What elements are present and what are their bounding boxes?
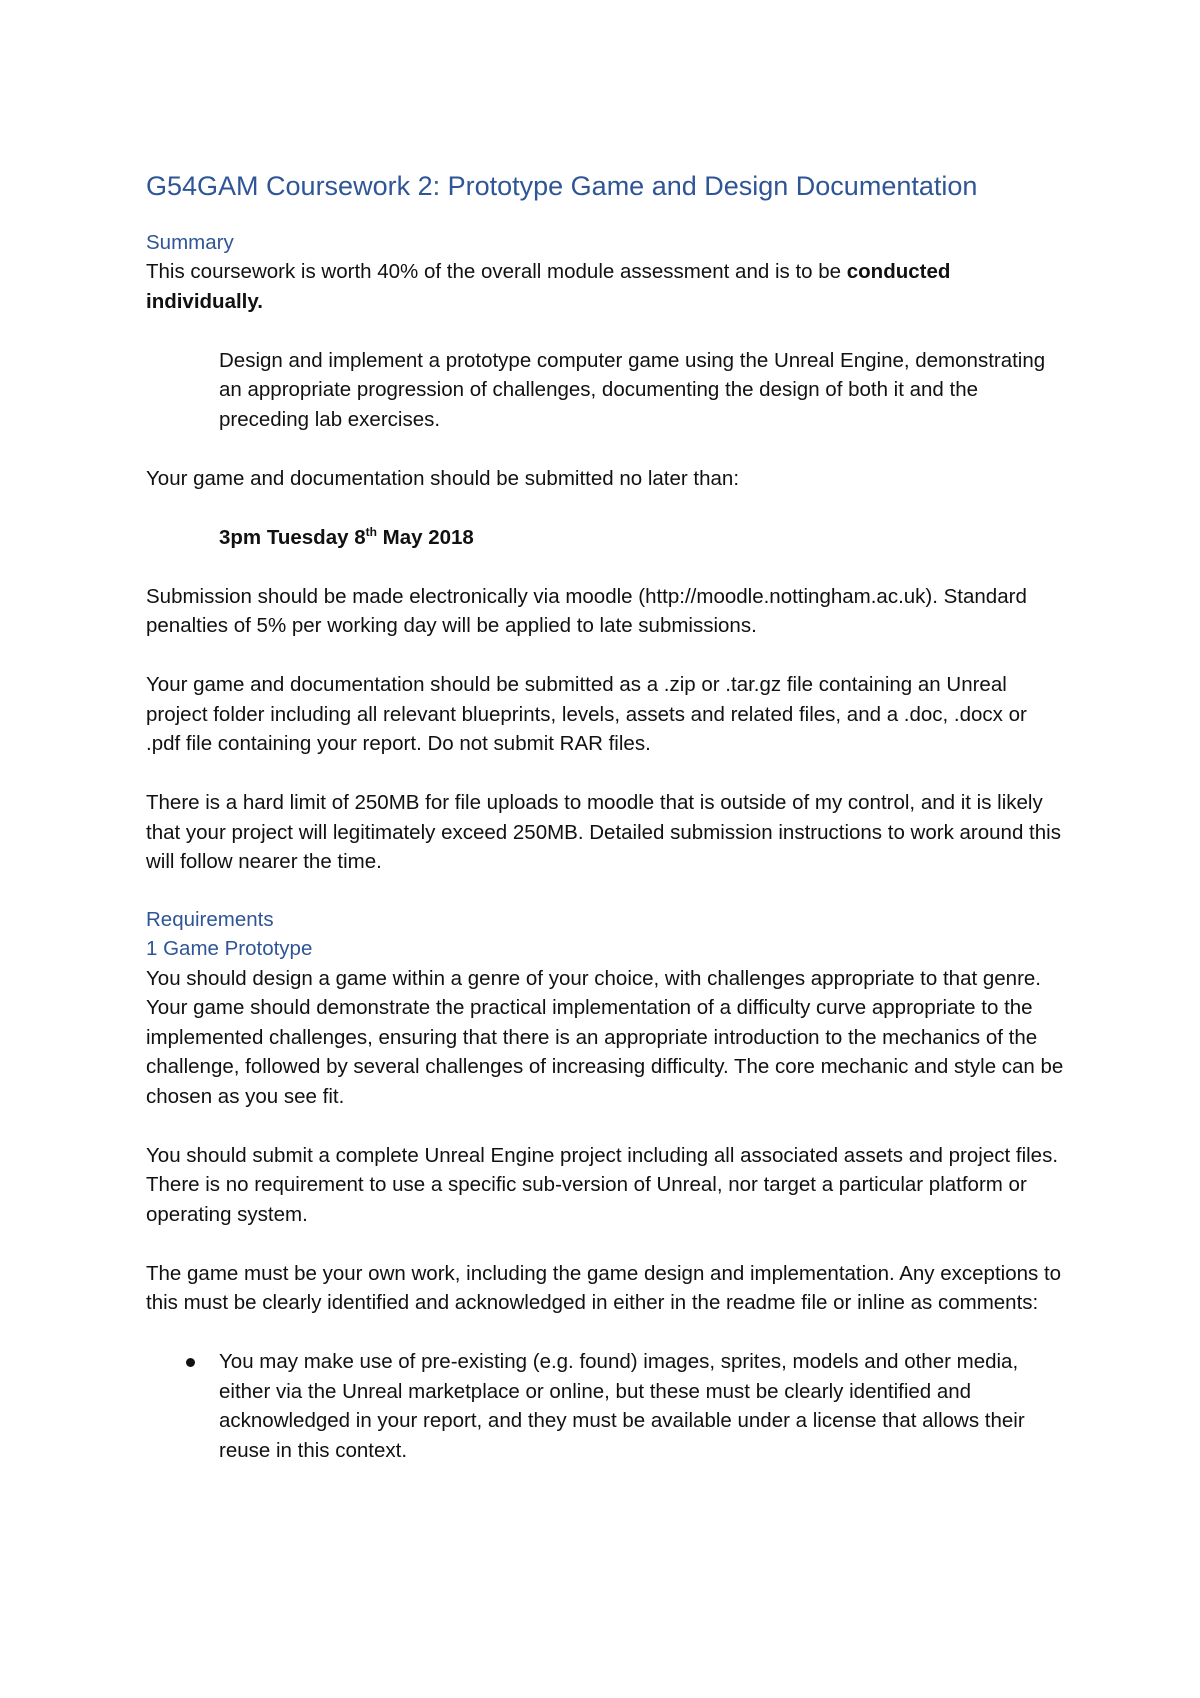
summary-intro: This coursework is worth 40% of the overall module assessment and is to be <box>146 260 847 283</box>
document-body <box>146 168 1066 1465</box>
submission-method: Submission should be made electronically via moodle (http://moodle.nottingham.ac.uk). Standard penalties of 5% per working day will be applied to late submissions. <box>146 584 1027 637</box>
deadline-suffix: th <box>365 524 377 539</box>
project-submission-paragraph: You should submit a complete Unreal Engine project including all associated assets and project files. There is no requirement to use a specific sub-version of Unreal, nor target a particular platform or operating system. <box>146 1143 1059 1226</box>
game-design-paragraph: You should design a game within a genre of your choice, with challenges appropriate to that genre. Your game should demonstrate the practical implementation of a difficulty curve appropriate to the implemented challenges, ensuring that there is an appropriate introduction to the mechanics of the challenge, followed by several challenges of increasing difficulty. The core mechanic and style can be chosen as you see fit. <box>146 966 1064 1108</box>
requirements-heading: Requirements <box>146 907 274 931</box>
size-limit: There is a hard limit of 250MB for file uploads to moodle that is outside of my control, and it is likely that your project will legitimately exceed 250MB. Detailed submission instructions to work around this will follow nearer the time. <box>146 791 1061 873</box>
deadline <box>146 523 1066 553</box>
bullet-icon <box>186 1358 195 1367</box>
deadline-prefix: 3pm Tuesday 8 <box>219 525 366 549</box>
list-item <box>146 1347 1066 1465</box>
deadline-rest: May 2018 <box>376 525 474 549</box>
own-work-paragraph: The game must be your own work, including the game design and implementation. Any exceptions to this must be clearly identified and acknowledged in either in the readme file or inline as comments: <box>146 1261 1062 1314</box>
summary-bold: conducted individually. <box>146 260 951 313</box>
game-prototype-heading: 1 Game Prototype <box>146 936 313 960</box>
summary-heading: Summary <box>146 231 234 254</box>
submission-format: Your game and documentation should be submitted as a .zip or .tar.gz file containing an Unreal project folder including all relevant blueprints, levels, assets and related files, and a .doc, .docx or .pdf file containing your report. Do not submit RAR files. <box>146 673 1027 755</box>
deadline-intro: Your game and documentation should be submitted no later than: <box>146 466 740 490</box>
list-item-text: You may make use of pre-existing (e.g. found) images, sprites, models and other media, either via the Unreal marketplace or online, but these must be clearly identified and acknowledged in your report, and they must be available under a license that allows their reuse in this context. <box>219 1350 1025 1462</box>
summary-paragraph <box>146 257 1066 316</box>
requirements-list <box>146 1347 1066 1465</box>
document-title: G54GAM Coursework 2: Prototype Game and Design Documentation <box>146 171 978 201</box>
task-description: Design and implement a prototype computer game using the Unreal Engine, demonstrating an appropriate progression of challenges, documenting the design of both it and the preceding lab exercises. <box>219 348 1046 431</box>
